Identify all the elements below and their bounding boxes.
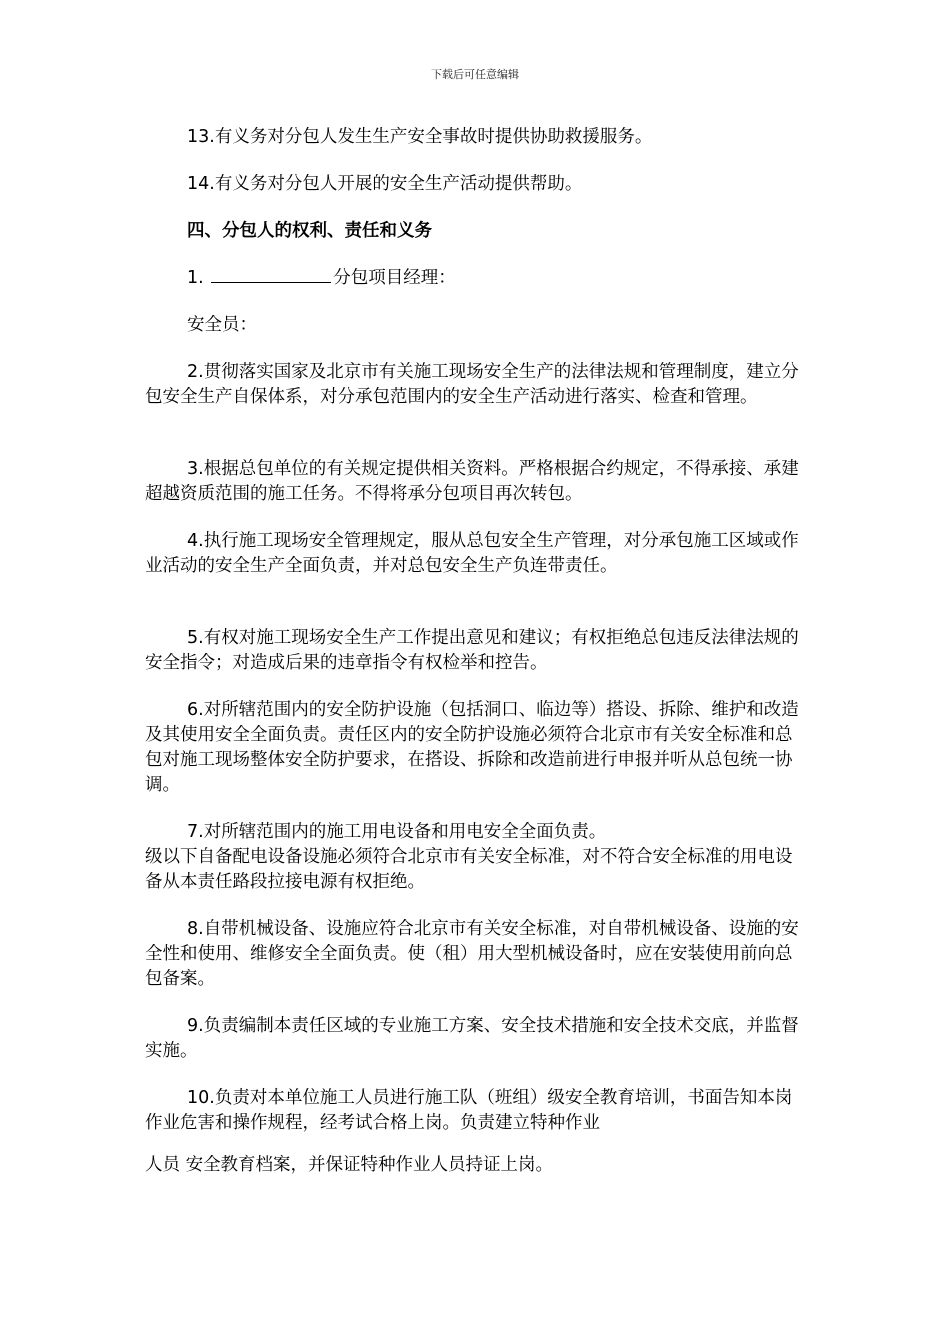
item-10: 10.负责对本单位施工人员进行施工队（班组）级安全教育培训，书面告知本岗作业危害和操作规程，经考试合格上岗。负责建立特种作业 bbox=[145, 1088, 793, 1133]
item-9: 9.负责编制本责任区域的专业施工方案、安全技术措施和安全技术交底，并监督实施。 bbox=[145, 1016, 799, 1061]
item-14: 14.有义务对分包人开展的安全生产活动提供帮助。 bbox=[187, 174, 583, 194]
item-1 bbox=[187, 266, 456, 291]
item-6: 6.对所辖范围内的安全防护设施（包括洞口、临边等）搭设、拆除、维护和改造及其使用安全全面负责。责任区内的安全防护设施必须符合北京市有关安全标准和总包对施工现场整体安全防护要求，在搭设、拆除和改造前进行申报并听从总包统一协调。 bbox=[145, 700, 799, 795]
item-7 bbox=[145, 820, 805, 895]
section-heading: 四、分包人的权利、责任和义务 bbox=[187, 221, 432, 241]
item-13: 13.有义务对分包人发生生产安全事故时提供协助救援服务。 bbox=[187, 127, 653, 147]
item-8: 8.自带机械设备、设施应符合北京市有关安全标准，对自带机械设备、设施的安全性和使用、维修安全全面负责。使（租）用大型机械设备时，应在安装使用前向总包备案。 bbox=[145, 919, 799, 989]
safety-officer-label: 安全员： bbox=[187, 315, 257, 335]
item-3: 3.根据总包单位的有关规定提供相关资料。严格根据合约规定，不得承接、承建超越资质范围的施工任务。不得将承分包项目再次转包。 bbox=[145, 459, 799, 504]
item-10-continued: 人员 安全教育档案，并保证特种作业人员持证上岗。 bbox=[145, 1155, 554, 1175]
item-1-label: 分包项目经理： bbox=[333, 268, 456, 288]
item-4: 4.执行施工现场安全管理规定，服从总包安全生产管理，对分承包施工区域或作业活动的安全生产全面负责，并对总包安全生产负连带责任。 bbox=[145, 531, 799, 576]
page-header-note: 下载后可任意编辑 bbox=[431, 68, 519, 81]
item-1-prefix: 1. bbox=[187, 268, 210, 288]
item-7-line1: 7.对所辖范围内的施工用电设备和用电安全全面负责。 bbox=[187, 822, 607, 842]
item-7-body: 级以下自备配电设备设施必须符合北京市有关安全标准，对不符合安全标准的用电设备从本责任路段拉接电源有权拒绝。 bbox=[145, 847, 793, 892]
item-5: 5.有权对施工现场安全生产工作提出意见和建议；有权拒绝总包违反法律法规的安全指令；对造成后果的违章指令有权检举和控告。 bbox=[145, 628, 799, 673]
item-2: 2.贯彻落实国家及北京市有关施工现场安全生产的法律法规和管理制度，建立分包安全生产自保体系，对分承包范围内的安全生产活动进行落实、检查和管理。 bbox=[145, 362, 799, 407]
blank-line bbox=[211, 266, 331, 283]
